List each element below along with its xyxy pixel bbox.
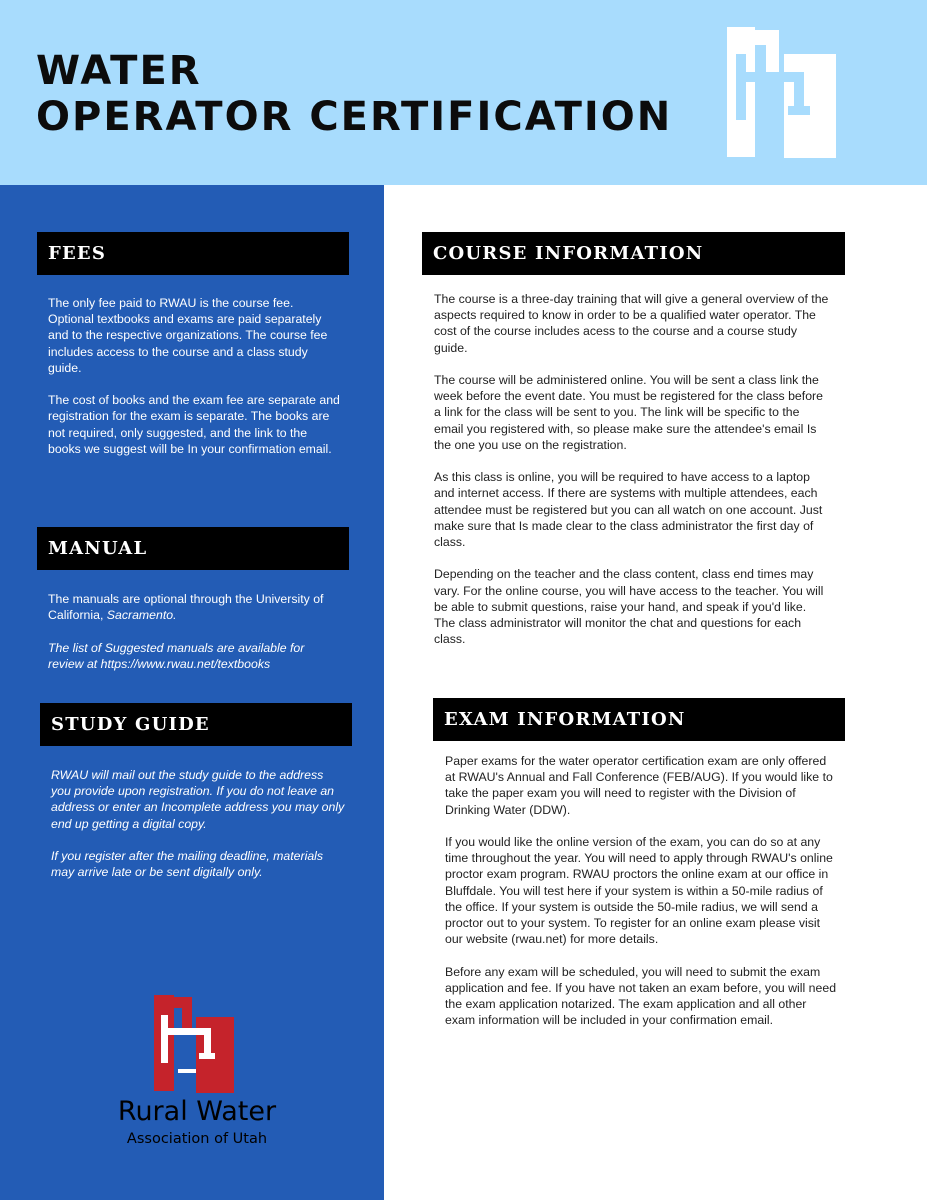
fees-paragraph: The cost of books and the exam fee are separate and registration for the exam is separate. The books are not required, only suggested, and the link to the books we suggest will be In your confirmation email. bbox=[48, 393, 340, 456]
course-info-heading: COURSE INFORMATION bbox=[422, 232, 845, 275]
org-name: Rural Water bbox=[117, 1096, 277, 1127]
org-subtitle: Association of Utah bbox=[126, 1131, 268, 1147]
course-info-paragraph: The course will be administered online. You will be sent a class link the week before the event date. You must be registered for the class before a link for the class will be sent to you. The link will be specific to the email you registered with, so please make sure the attendee's email Is the one you use on the registration. bbox=[434, 373, 823, 452]
manual-heading: MANUAL bbox=[37, 527, 349, 570]
exam-info-heading: EXAM INFORMATION bbox=[433, 698, 845, 741]
study-guide-body bbox=[51, 767, 345, 880]
page-title-line-1: WATER bbox=[36, 48, 202, 94]
course-info-paragraph: Depending on the teacher and the class content, class end times may vary. For the online course, you will have access to the teacher. You will be able to submit questions, raise your hand, and speak if you'd like. The class administrator will monitor the chat and questions for each class. bbox=[434, 567, 824, 647]
fees-body bbox=[48, 295, 342, 457]
water-pump-icon bbox=[724, 24, 836, 160]
manual-paragraph bbox=[48, 591, 342, 623]
exam-info-paragraph: If you would like the online version of the exam, you can do so at any time throughout the year. You will need to apply through RWAU's online proctor exam program. RWAU proctors the online exam at our office in Bluffdale. You will test here if your system is within a 50-mile radius of the office. If your system is outside the 50-mile radius, we will send a proctor out to your system. To register for an online exam please visit our website (rwau.net) for more details. bbox=[445, 835, 833, 947]
study-guide-heading: STUDY GUIDE bbox=[40, 703, 352, 746]
fees-heading: FEES bbox=[37, 232, 349, 275]
course-info-paragraph: The course is a three-day training that will give a general overview of the aspects required to know in order to be a qualified water operator. The cost of the course includes acess to the course and a course study guide. bbox=[434, 292, 829, 355]
exam-info-paragraph: Before any exam will be scheduled, you will need to submit the exam application and fee. If you have not taken an exam before, you will need the exam application notarized. The exam application and all other exam information will be included in your confirmation email. bbox=[445, 964, 837, 1028]
exam-info-paragraph: Paper exams for the water operator certification exam are only offered at RWAU's Annual and Fall Conference (FEB/AUG). If you would like to take the paper exam you will need to register with the Division of Drinking Water (DDW). bbox=[445, 754, 833, 817]
page-title bbox=[36, 48, 672, 140]
course-info-body bbox=[434, 291, 830, 647]
water-pump-icon bbox=[152, 993, 234, 1093]
study-guide-paragraph: If you register after the mailing deadline, materials may arrive late or be sent digitally only. bbox=[51, 849, 324, 880]
manual-text: The manuals are optional through the University of California, bbox=[48, 592, 324, 623]
manual-paragraph: The list of Suggested manuals are available for review at https://www.rwau.net/textbooks bbox=[48, 640, 305, 671]
manual-location: Sacramento. bbox=[106, 608, 177, 623]
manual-body bbox=[48, 591, 342, 672]
fees-paragraph: The only fee paid to RWAU is the course fee. Optional textbooks and exams are paid separately and to the respective organizations. The course fee includes access to the course and a class study guide. bbox=[48, 296, 328, 375]
header-banner bbox=[0, 0, 927, 185]
page-title-line-2: OPERATOR CERTIFICATION bbox=[36, 94, 673, 140]
study-guide-paragraph: RWAU will mail out the study guide to the address you provide upon registration. If you do not leave an address or enter an Incomplete address you may only end up getting a digital copy. bbox=[51, 768, 345, 831]
course-info-paragraph: As this class is online, you will be required to have access to a laptop and internet access. If there are systems with multiple attendees, each attendee must be registered but you can all watch on one account. Just make sure that Is made clear to the class administrator the first day of class. bbox=[434, 470, 823, 550]
exam-info-body bbox=[445, 753, 837, 1028]
